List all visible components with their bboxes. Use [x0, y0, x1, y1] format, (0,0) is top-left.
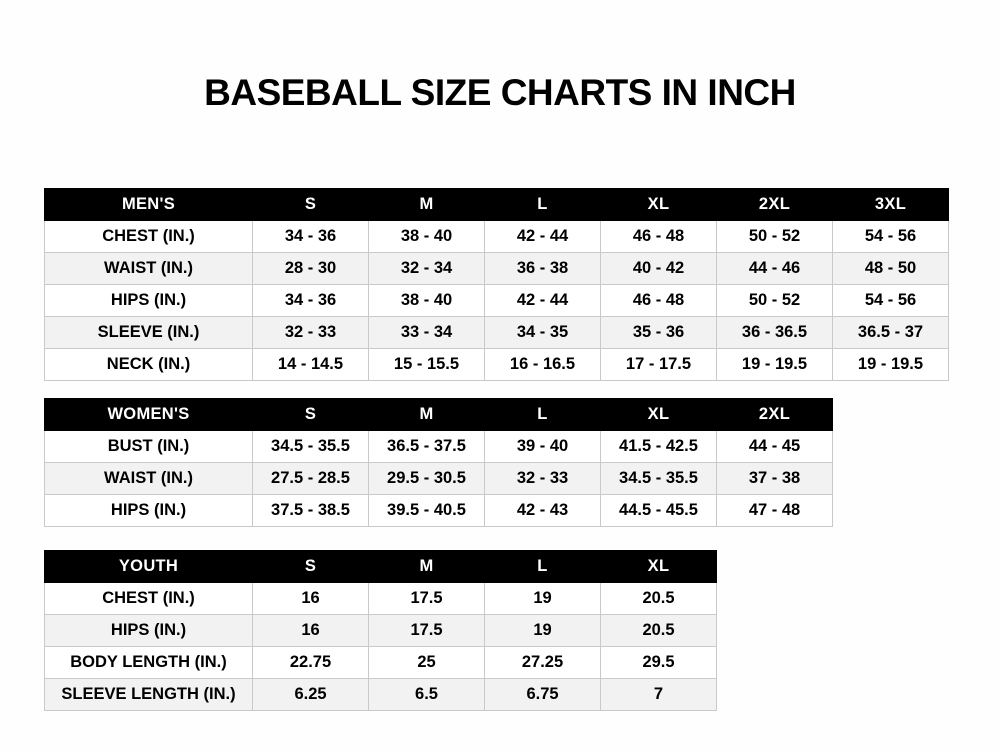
column-header: L	[485, 189, 601, 221]
table-cell: 17 - 17.5	[601, 349, 717, 381]
table-cell: 34 - 36	[253, 285, 369, 317]
table-cell: 17.5	[369, 615, 485, 647]
row-label: HIPS (IN.)	[45, 285, 253, 317]
table-cell: 29.5 - 30.5	[369, 463, 485, 495]
table-row	[45, 317, 949, 349]
column-header: XL	[601, 399, 717, 431]
table-row	[45, 615, 717, 647]
table-header-row	[45, 189, 949, 221]
table-cell: 37 - 38	[717, 463, 833, 495]
table-cell: 38 - 40	[369, 221, 485, 253]
table-cell: 32 - 33	[253, 317, 369, 349]
table-cell: 34.5 - 35.5	[601, 463, 717, 495]
table-cell: 46 - 48	[601, 221, 717, 253]
row-label: HIPS (IN.)	[45, 615, 253, 647]
table-cell: 32 - 33	[485, 463, 601, 495]
table-cell: 39.5 - 40.5	[369, 495, 485, 527]
table-cell: 19	[485, 583, 601, 615]
table-cell: 36 - 36.5	[717, 317, 833, 349]
table-cell: 54 - 56	[833, 285, 949, 317]
table-cell: 50 - 52	[717, 285, 833, 317]
table-cell: 14 - 14.5	[253, 349, 369, 381]
table-cell: 25	[369, 647, 485, 679]
womens-size-table	[44, 398, 833, 527]
column-header: 2XL	[717, 189, 833, 221]
table-row	[45, 495, 833, 527]
column-header: M	[369, 551, 485, 583]
row-label: CHEST (IN.)	[45, 221, 253, 253]
table-cell: 50 - 52	[717, 221, 833, 253]
table-row	[45, 463, 833, 495]
table-cell: 29.5	[601, 647, 717, 679]
row-label: BUST (IN.)	[45, 431, 253, 463]
column-header: S	[253, 551, 369, 583]
table-cell: 33 - 34	[369, 317, 485, 349]
table-cell: 22.75	[253, 647, 369, 679]
row-label: NECK (IN.)	[45, 349, 253, 381]
table-cell: 42 - 43	[485, 495, 601, 527]
table-row	[45, 583, 717, 615]
table-cell: 34 - 35	[485, 317, 601, 349]
row-label: BODY LENGTH (IN.)	[45, 647, 253, 679]
table-cell: 28 - 30	[253, 253, 369, 285]
table-cell: 36.5 - 37.5	[369, 431, 485, 463]
table-cell: 7	[601, 679, 717, 711]
table-cell: 35 - 36	[601, 317, 717, 349]
table-cell: 16 - 16.5	[485, 349, 601, 381]
table-cell: 34.5 - 35.5	[253, 431, 369, 463]
table-cell: 15 - 15.5	[369, 349, 485, 381]
table-cell: 6.75	[485, 679, 601, 711]
column-header: 2XL	[717, 399, 833, 431]
column-header: XL	[601, 551, 717, 583]
row-label: SLEEVE LENGTH (IN.)	[45, 679, 253, 711]
table-cell: 40 - 42	[601, 253, 717, 285]
column-header: L	[485, 551, 601, 583]
column-header: L	[485, 399, 601, 431]
table-row	[45, 431, 833, 463]
table-cell: 46 - 48	[601, 285, 717, 317]
column-header: M	[369, 399, 485, 431]
table-cell: 48 - 50	[833, 253, 949, 285]
table-cell: 6.25	[253, 679, 369, 711]
youth-size-table	[44, 550, 717, 711]
table-cell: 54 - 56	[833, 221, 949, 253]
table-cell: 16	[253, 615, 369, 647]
table-cell: 27.25	[485, 647, 601, 679]
table-row	[45, 647, 717, 679]
column-header: 3XL	[833, 189, 949, 221]
table-cell: 41.5 - 42.5	[601, 431, 717, 463]
table-cell: 34 - 36	[253, 221, 369, 253]
table-cell: 44 - 46	[717, 253, 833, 285]
column-header: XL	[601, 189, 717, 221]
column-header: S	[253, 399, 369, 431]
row-label: CHEST (IN.)	[45, 583, 253, 615]
column-header: MEN'S	[45, 189, 253, 221]
page-title: BASEBALL SIZE CHARTS IN INCH	[204, 72, 796, 113]
table-cell: 37.5 - 38.5	[253, 495, 369, 527]
table-header-row	[45, 551, 717, 583]
table-cell: 44.5 - 45.5	[601, 495, 717, 527]
table-cell: 47 - 48	[717, 495, 833, 527]
row-label: SLEEVE (IN.)	[45, 317, 253, 349]
column-header: WOMEN'S	[45, 399, 253, 431]
table-header-row	[45, 399, 833, 431]
table-cell: 42 - 44	[485, 285, 601, 317]
table-row	[45, 679, 717, 711]
table-row	[45, 253, 949, 285]
table-cell: 27.5 - 28.5	[253, 463, 369, 495]
table-cell: 32 - 34	[369, 253, 485, 285]
table-row	[45, 221, 949, 253]
table-cell: 19 - 19.5	[717, 349, 833, 381]
table-cell: 36 - 38	[485, 253, 601, 285]
table-cell: 19	[485, 615, 601, 647]
table-cell: 42 - 44	[485, 221, 601, 253]
table-cell: 44 - 45	[717, 431, 833, 463]
table-cell: 20.5	[601, 583, 717, 615]
column-header: M	[369, 189, 485, 221]
table-cell: 6.5	[369, 679, 485, 711]
row-label: HIPS (IN.)	[45, 495, 253, 527]
column-header: YOUTH	[45, 551, 253, 583]
table-cell: 19 - 19.5	[833, 349, 949, 381]
table-row	[45, 349, 949, 381]
table-cell: 20.5	[601, 615, 717, 647]
table-cell: 38 - 40	[369, 285, 485, 317]
column-header: S	[253, 189, 369, 221]
table-row	[45, 285, 949, 317]
mens-size-table	[44, 188, 949, 381]
table-cell: 16	[253, 583, 369, 615]
row-label: WAIST (IN.)	[45, 463, 253, 495]
table-cell: 39 - 40	[485, 431, 601, 463]
table-cell: 17.5	[369, 583, 485, 615]
row-label: WAIST (IN.)	[45, 253, 253, 285]
table-cell: 36.5 - 37	[833, 317, 949, 349]
